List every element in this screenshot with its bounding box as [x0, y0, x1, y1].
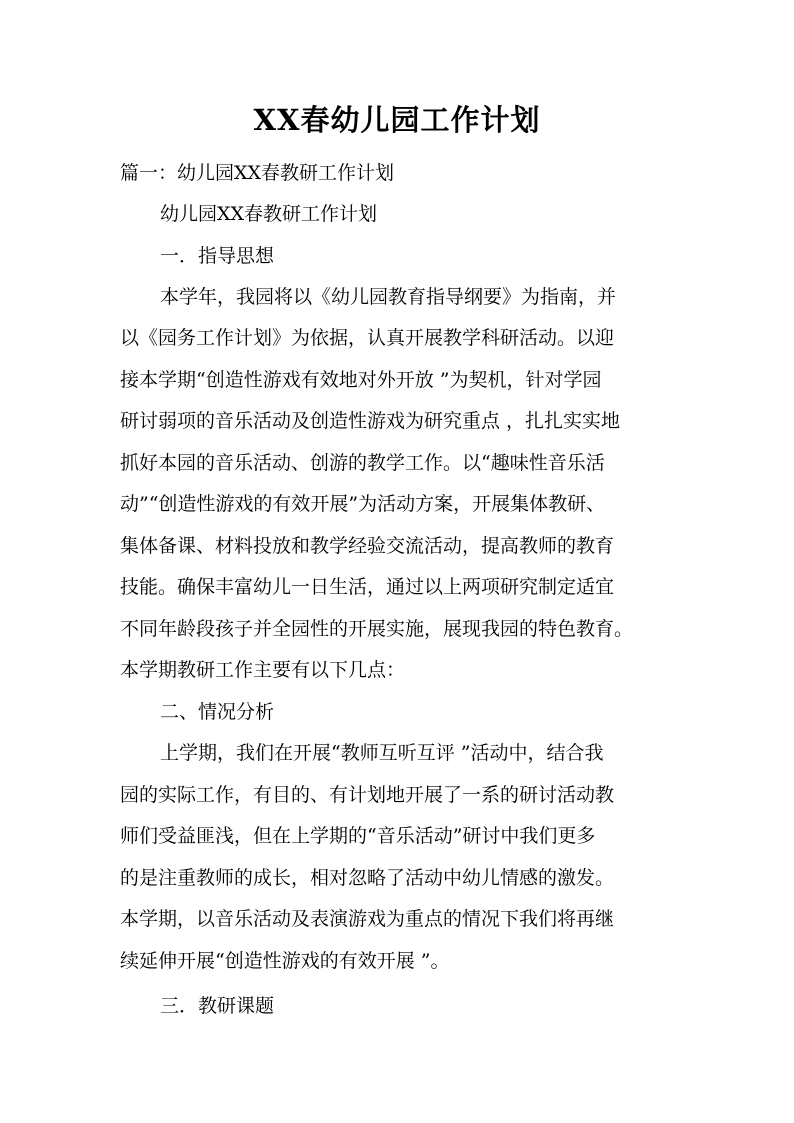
subtitle: 幼儿园XX春教研工作计划: [160, 203, 378, 225]
paragraph-line: 园的实际工作，有目的、有计划地开展了一系的研讨活动教: [120, 784, 615, 806]
paragraph-line: 集体备课、材料投放和教学经验交流活动，提高教师的教育: [120, 535, 615, 557]
paragraph-line: 续延伸开展“创造性游戏的有效开展 ”。: [120, 950, 450, 972]
heading-guiding-ideology: 一．指导思想: [160, 245, 275, 267]
section-heading: 篇一：幼儿园XX春教研工作计划: [120, 162, 395, 184]
paragraph-line: 不同年龄段孩子并全园性的开展实施，展现我园的特色教育。: [120, 618, 634, 640]
paragraph-line: 研讨弱项的音乐活动及创造性游戏为研究重点 ，扎扎实实地: [120, 410, 621, 432]
paragraph-line: 本学期，以音乐活动及表演游戏为重点的情况下我们将再继: [120, 908, 615, 930]
paragraph-line: 本学期教研工作主要有以下几点：: [120, 659, 406, 681]
document-title: XX春幼儿园工作计划: [253, 103, 541, 137]
paragraph-line: 师们受益匪浅，但在上学期的“音乐活动”研讨中我们更多: [120, 825, 596, 847]
paragraph-line: 抓好本园的音乐活动、创游的教学工作。以“趣味性音乐活: [120, 452, 605, 474]
paragraph-line: 上学期，我们在开展“教师互听互评 ”活动中，结合我: [160, 742, 604, 764]
heading-research-topic: 三．教研课题: [160, 995, 275, 1017]
paragraph-line: 以《园务工作计划》为依据，认真开展教学科研活动。以迎: [120, 327, 615, 349]
paragraph-line: 动”“创造性游戏的有效开展”为活动方案，开展集体教研、: [120, 493, 606, 515]
paragraph-line: 接本学期“创造性游戏有效地对外开放 ”为契机，针对学园: [120, 369, 602, 391]
paragraph-line: 本学年，我园将以《幼儿园教育指导纲要》为指南，并: [160, 286, 617, 308]
heading-situation-analysis: 二、情况分析: [160, 701, 275, 723]
paragraph-line: 技能。确保丰富幼儿一日生活，通过以上两项研究制定适宜: [120, 576, 615, 598]
paragraph-line: 的是注重教师的成长，相对忽略了活动中幼儿情感的激发。: [120, 867, 615, 889]
